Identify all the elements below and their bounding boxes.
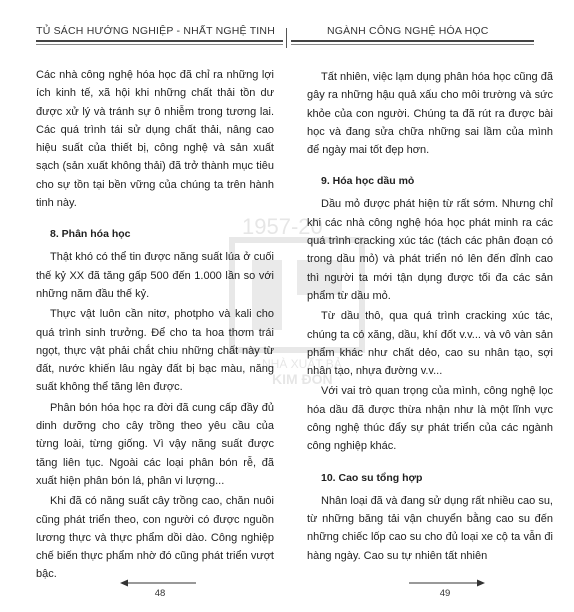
- section-heading-10: 10. Cao su tổng hợp: [321, 471, 423, 484]
- left-paragraph-4: Phân bón hóa học ra đời đã cung cấp đầy đủ dinh dưỡng cho cây trồng theo yêu cầu của từng loài, từng giống. Vì vậy năng suất được tăng liên tục. Ngoài các loại phân bón rễ, đã xuất hiện phân bón lá, phân vi lượng...: [36, 401, 274, 487]
- left-body-text: [36, 66, 274, 584]
- right-paragraph-4: Với vai trò quan trọng của mình, công nghệ lọc hóa dầu đã được thừa nhận như là một lĩnh vực công nghệ thúc đẩy sự phát triển của các ngành công nghiệp khác.: [307, 385, 553, 453]
- watermark-publisher-1: NHÀ XUẤT BẢ: [262, 357, 342, 371]
- left-paragraph-2: Thật khó có thể tin được năng suất lúa ở cuối thế kỷ XX đã tăng gấp 500 đến 1.000 lần so với những năm đầu thế kỷ.: [36, 251, 274, 300]
- left-paragraph-3: Thực vật luôn cần nitơ, photpho và kali cho quá trình sinh trưởng. Để cho ta hoa thơm trái ngọt, thực vật phải chắt chiu những chất này từ đất, nước khiến lâu ngày đất bị bạc màu, năng suất không thể tăng lên được.: [36, 308, 274, 394]
- right-arrow-icon: [405, 578, 485, 588]
- left-paragraph-1: Các nhà công nghệ hóa học đã chỉ ra những lợi ích kinh tế, xã hội khi những chất thải tồn dư được xử lý và tránh sự ô nhiễm trong tương lai. Các quá trình tái sử dụng chất thải, nâng cao hiệu suất của thiết bị, công nghệ và sản xuất sạch (sản xuất không thải) đã trở thành mục tiêu cho sự tồn tại bền vững của chúng ta trên hành tinh này.: [36, 69, 274, 210]
- right-running-header: NGÀNH CÔNG NGHỆ HÓA HỌC: [327, 25, 489, 37]
- left-header-rule-thin: [36, 44, 283, 45]
- right-paragraph-5: Nhân loại đã và đang sử dụng rất nhiều cao su, từ những băng tải vận chuyển bằng cao su đến những chiếc lốp cao su cho đủ loại xe cộ ta vẫn đi hàng ngày. Cao su tự nhiên tất nhiên: [307, 494, 553, 562]
- left-page-footer: [120, 574, 200, 600]
- right-page-number: 49: [439, 588, 451, 599]
- left-page-number: 48: [154, 588, 166, 599]
- right-paragraph-2: Dầu mỏ được phát hiện từ rất sớm. Nhưng chỉ khi các nhà công nghệ hóa học phát minh ra các quá trình cracking xúc tác (tách các phân đoạn có trong dầu mỏ) và phát triển nó lên đến đỉnh cao thì người ta mới tận dụng được tối đa các sản phẩm từ dầu mỏ.: [307, 198, 553, 302]
- right-paragraph-3: Từ dầu thô, qua quá trình cracking xúc tác, chúng ta có xăng, dầu, khí đốt v.v... và vô vàn sản phẩm khác như chất dẻo, cao su nhân tạo, sợi nhân tạo, nhựa đường v.v...: [307, 310, 553, 378]
- right-page-footer: [405, 574, 485, 600]
- right-paragraph-1: Tất nhiên, việc lạm dụng phân hóa học cũng đã gây ra những hậu quả xấu cho môi trường và sức khỏe của con người. Chúng ta đã rút ra được bài học và đang sửa chữa những sai lầm của mình để ngày mai tốt đẹp hơn.: [307, 71, 553, 157]
- section-heading-8: 8. Phân hóa học: [50, 228, 131, 241]
- right-page: [287, 0, 574, 612]
- left-arrow-icon: [120, 578, 200, 588]
- left-header-rule: [36, 40, 283, 42]
- left-paragraph-5: Khi đã có năng suất cây trồng cao, chăn nuôi cũng phát triển theo, con người có được nguồn lương thực và thực phẩm dồi dào. Công nghiệp chế biến thực phẩm nhờ đó cũng phát triển vượt bậc.: [36, 495, 274, 581]
- watermark-publisher-2: KIM ĐỒN: [272, 371, 333, 387]
- watermark-years: 1957-20: [242, 214, 323, 239]
- right-body-text: [307, 66, 553, 565]
- section-heading-9: 9. Hóa học dầu mỏ: [321, 175, 415, 188]
- right-header-rule: [291, 40, 534, 42]
- right-header-rule-thin: [291, 44, 534, 45]
- left-running-header: TỦ SÁCH HƯỚNG NGHIỆP - NHẤT NGHỆ TINH: [36, 25, 275, 37]
